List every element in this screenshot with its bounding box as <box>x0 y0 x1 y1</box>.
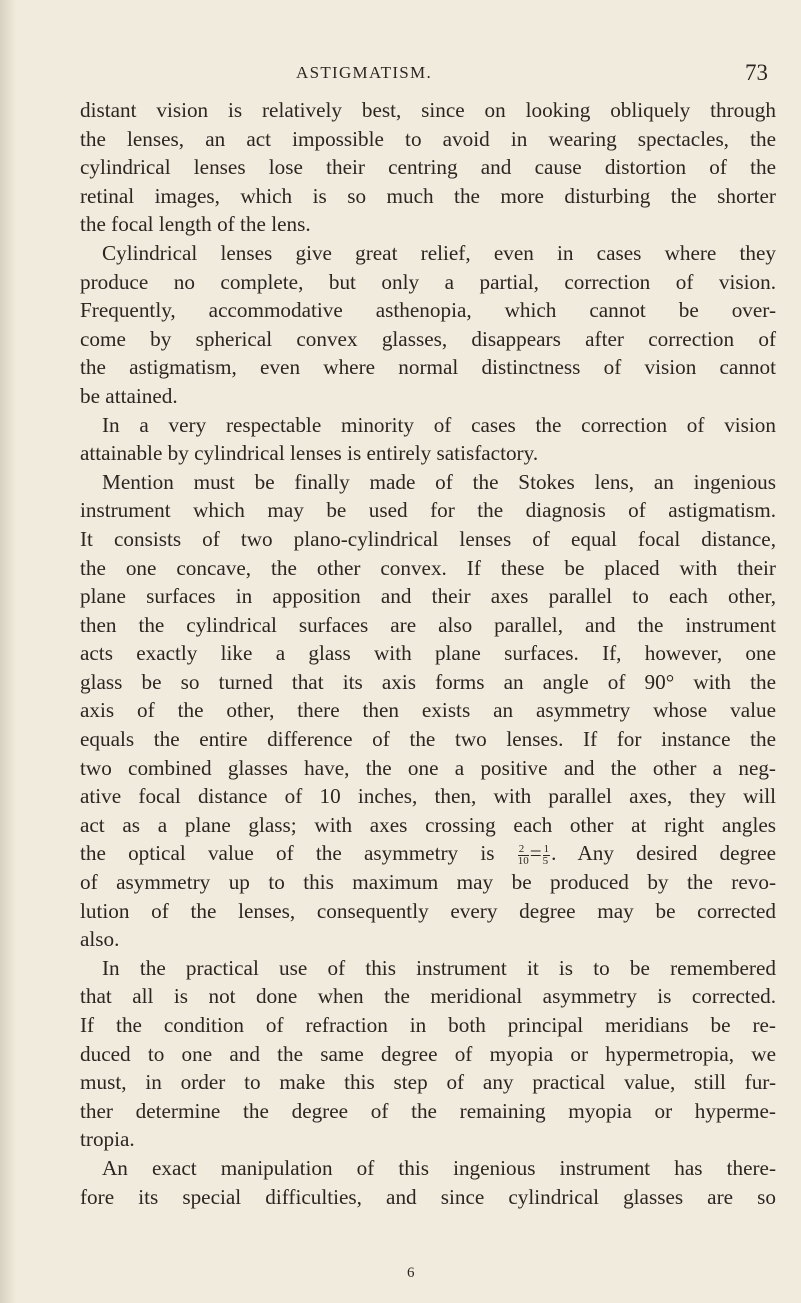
text-line: equals the entire difference of the two lenses. If for instance the <box>80 727 776 752</box>
text-line: It consists of two plano-cylindrical lenses of equal focal distance, <box>80 526 776 551</box>
text-line: An exact manipulation of this ingenious instrument has there- <box>102 1155 776 1180</box>
text-line: axis of the other, there then exists an asymmetry whose value <box>80 698 776 723</box>
text-line: be attained. <box>80 383 178 408</box>
text-line: fore its special difficulties, and since cylindrical glasses are so <box>80 1184 776 1209</box>
fraction-line-after: . Any desired degree <box>551 841 777 866</box>
text-line: produce no complete, but only a partial, correction of vision. <box>80 269 776 294</box>
fraction-two-tenths <box>518 844 529 867</box>
text-line: In a very respectable minority of cases the correction of vision <box>102 412 776 437</box>
text-line: Frequently, accommodative asthenopia, which cannot be over- <box>80 298 776 323</box>
text-line: ther determine the degree of the remaining myopia or hyperme- <box>80 1098 776 1123</box>
text-line: the astigmatism, even where normal distinctness of vision cannot <box>80 355 776 380</box>
text-line: of asymmetry up to this maximum may be produced by the revo- <box>80 870 776 895</box>
text-line: must, in order to make this step of any practical value, still fur- <box>80 1070 776 1095</box>
text-line: then the cylindrical surfaces are also parallel, and the instrument <box>80 612 776 637</box>
body-text <box>80 96 776 1211</box>
text-line: the focal length of the lens. <box>80 212 311 237</box>
text-line: cylindrical lenses lose their centring and cause distortion of the <box>80 155 776 180</box>
text-line: If the condition of refraction in both principal meridians be re- <box>80 1013 776 1037</box>
text-line: two combined glasses have, the one a positive and the other a neg- <box>80 755 776 780</box>
text-line: Cylindrical lenses give great relief, even in cases where they <box>102 240 776 265</box>
text-line: that all is not done when the meridional asymmetry is corrected. <box>80 984 776 1009</box>
text-line: glass be so turned that its axis forms an angle of 90° with the <box>80 669 776 694</box>
text-line: instrument which may be used for the diagnosis of astigmatism. <box>80 498 776 523</box>
text-line: also. <box>80 927 120 952</box>
page-gutter-shadow <box>0 0 16 1303</box>
text-line: the one concave, the other convex. If these be placed with their <box>80 555 776 580</box>
running-head-title: ASTIGMATISM. <box>296 63 433 82</box>
fraction-denominator: 10 <box>517 855 529 868</box>
text-line: act as a plane glass; with axes crossing each other at right angles <box>80 812 776 837</box>
text-line: In the practical use of this instrument it is to be remembered <box>102 955 776 980</box>
fraction-denominator: 5 <box>542 855 549 868</box>
signature-mark: 6 <box>407 1265 415 1281</box>
text-line: the lenses, an act impossible to avoid in wearing spectacles, the <box>80 126 776 151</box>
page-number: 73 <box>745 60 768 85</box>
equals-sign: = <box>529 841 542 866</box>
fraction-numerator: 1 <box>543 843 550 856</box>
text-line-with-fraction <box>80 839 776 868</box>
text-line: come by spherical convex glasses, disappears after correction of <box>80 326 776 351</box>
fraction-numerator: 2 <box>518 844 529 856</box>
text-line: Mention must be finally made of the Stokes lens, an ingenious <box>102 469 776 494</box>
fraction-line-before: the optical value of the asymmetry is <box>80 841 495 866</box>
text-line: retinal images, which is so much the more disturbing the shorter <box>80 183 776 208</box>
running-head <box>0 60 801 87</box>
fraction-one-fifth <box>543 844 551 867</box>
text-line: distant vision is relatively best, since on looking obliquely through <box>80 98 776 122</box>
text-line: ative focal distance of 10 inches, then, with parallel axes, they will <box>80 784 776 809</box>
text-line: plane surfaces in apposition and their axes parallel to each other, <box>80 584 776 609</box>
text-line: acts exactly like a glass with plane surfaces. If, however, one <box>80 641 776 666</box>
text-line: lution of the lenses, consequently every degree may be corrected <box>80 898 776 923</box>
text-line: tropia. <box>80 1127 135 1152</box>
text-line: duced to one and the same degree of myopia or hypermetropia, we <box>80 1041 776 1066</box>
text-line: attainable by cylindrical lenses is entirely satisfactory. <box>80 441 539 466</box>
